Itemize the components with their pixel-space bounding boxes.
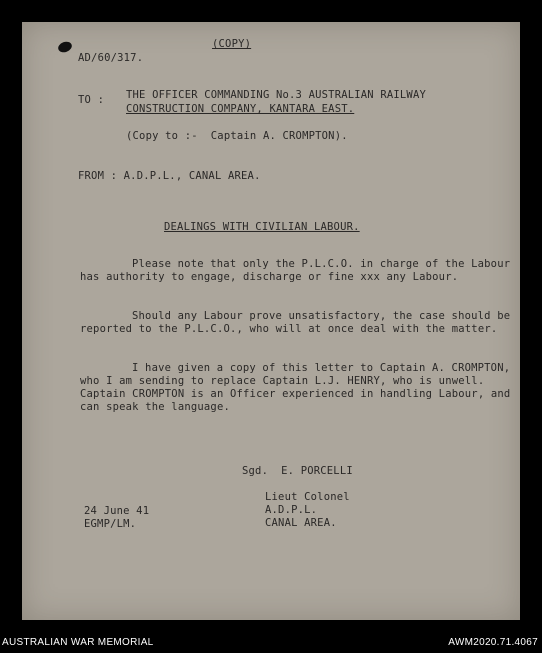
- paragraph-3: I have given a copy of this letter to Captain A. CROMPTON, who I am sending to replace Captain L.J. HENRY, who is unwell. Captain CROMPTON is an Officer experienced in handling Labour, and can speak the language.: [80, 362, 511, 413]
- to-label: TO :: [78, 94, 105, 106]
- signatory-rank: Lieut Colonel: [265, 491, 350, 503]
- signatory-title-1: A.D.P.L.: [265, 504, 318, 516]
- document-date: 24 June 41: [84, 505, 150, 517]
- from-line: FROM : A.D.P.L., CANAL AREA.: [78, 170, 261, 182]
- footer-left-label: AUSTRALIAN WAR MEMORIAL: [2, 637, 154, 648]
- paragraph-1: Please note that only the P.L.C.O. in charge of the Labour has authority to engage, discharge or fine xxx any Labour.: [80, 258, 511, 283]
- typist-initials: EGMP/LM.: [84, 518, 137, 530]
- copy-mark: (COPY): [212, 38, 252, 50]
- signature-line: Sgd. E. PORCELLI: [242, 465, 353, 477]
- to-line-2: CONSTRUCTION COMPANY, KANTARA EAST.: [126, 103, 355, 115]
- footer-right-label: AWM2020.71.4067: [448, 637, 538, 648]
- subject-heading: DEALINGS WITH CIVILIAN LABOUR.: [164, 221, 360, 233]
- signatory-title-2: CANAL AREA.: [265, 517, 337, 529]
- reference-number: AD/60/317.: [78, 52, 144, 64]
- to-line-1: THE OFFICER COMMANDING No.3 AUSTRALIAN RAILWAY: [126, 89, 426, 101]
- paragraph-2: Should any Labour prove unsatisfactory, the case should be reported to the P.L.C.O., who will at once deal with the matter.: [80, 310, 511, 335]
- copy-to-line: (Copy to :- Captain A. CROMPTON).: [126, 130, 348, 142]
